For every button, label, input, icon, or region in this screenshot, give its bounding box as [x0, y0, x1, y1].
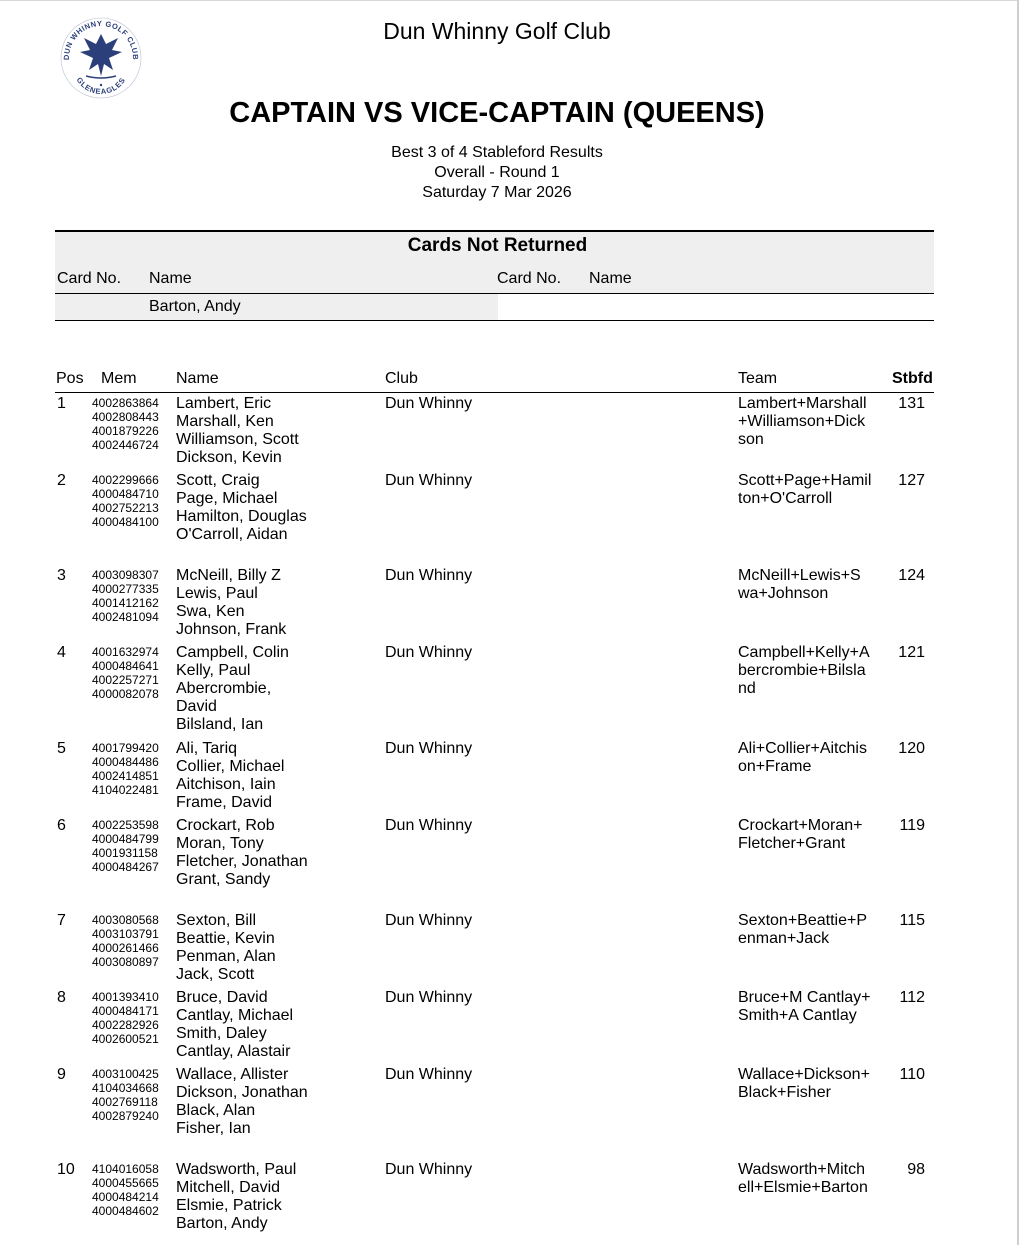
player-name: Lewis, Paul [176, 585, 258, 602]
team-name: Sexton+Beattie+Penman+Jack [738, 912, 867, 947]
player-name: Abercrombie, David [176, 680, 272, 715]
position: 7 [57, 912, 66, 929]
table-row [55, 739, 934, 816]
member-number: 4002414851 [92, 769, 159, 783]
member-number: 4003098307 [92, 568, 159, 582]
member-number: 4000261466 [92, 941, 159, 955]
member-number: 4003080897 [92, 955, 159, 969]
table-row [55, 911, 934, 988]
table-row [55, 1065, 934, 1160]
stableford-score: 119 [899, 817, 925, 834]
player-names [176, 817, 311, 889]
club-name-cell: Dun Whinny [385, 644, 473, 661]
player-name: Elsmie, Patrick [176, 1197, 282, 1214]
position: 3 [57, 567, 66, 584]
team-name: Ali+Collier+Aitchison+Frame [738, 740, 867, 775]
member-number: 4002257271 [92, 673, 159, 687]
player-name: Johnson, Frank [176, 621, 287, 638]
member-number: 4000484641 [92, 659, 159, 673]
player-name: Moran, Tony [176, 835, 264, 852]
member-number: 4000484486 [92, 755, 159, 769]
player-names [176, 1066, 311, 1138]
club-name-cell: Dun Whinny [385, 395, 473, 412]
member-number: 4000484171 [92, 1004, 159, 1018]
player-name: Grant, Sandy [176, 871, 271, 888]
cards-not-returned-header [55, 230, 934, 293]
results-header [55, 370, 934, 393]
player-name: Sexton, Bill [176, 912, 257, 929]
competition-format: Best 3 of 4 Stableford Results [391, 144, 603, 161]
member-number: 4000484710 [92, 487, 159, 501]
page-edge [1017, 0, 1019, 1245]
player-name: Wallace, Allister [176, 1066, 289, 1083]
member-numbers [92, 1162, 168, 1218]
member-numbers [92, 741, 168, 797]
col-card-no: Card No. [57, 270, 122, 287]
table-row [55, 566, 934, 643]
member-number: 4002752213 [92, 501, 159, 515]
club-name-cell: Dun Whinny [385, 989, 473, 1006]
member-number: 4000277335 [92, 582, 159, 596]
player-name: Cantlay, Michael [176, 1007, 294, 1024]
position: 10 [57, 1161, 75, 1178]
member-number: 4001799420 [92, 741, 159, 755]
player-name: Barton, Andy [176, 1215, 268, 1232]
stableford-score: 124 [898, 567, 925, 584]
player-name: Mitchell, David [176, 1179, 281, 1196]
player-name: Frame, David [176, 794, 273, 811]
team-name: McNeill+Lewis+Swa+Johnson [738, 567, 861, 602]
member-numbers [92, 645, 168, 701]
cards-not-returned-section [55, 230, 934, 321]
stableford-score: 98 [907, 1161, 925, 1178]
member-number: 4003080568 [92, 913, 159, 927]
member-number: 4002253598 [92, 818, 159, 832]
team-name: Wallace+Dickson+Black+Fisher [738, 1066, 870, 1101]
player-name: Crockart, Rob [176, 817, 275, 834]
player-name: Wadsworth, Paul [176, 1161, 297, 1178]
player-names [176, 740, 311, 812]
member-number: 4002299666 [92, 473, 159, 487]
col-name: Name [176, 370, 219, 387]
member-number: 4000484100 [92, 515, 159, 529]
member-number: 4002769118 [92, 1095, 158, 1109]
club-name-cell: Dun Whinny [385, 1066, 473, 1083]
player-name: Smith, Daley [176, 1025, 267, 1042]
team-name: Scott+Page+Hamilton+O'Carroll [738, 472, 872, 507]
club-name-cell: Dun Whinny [385, 817, 473, 834]
player-name: Kelly, Paul [176, 662, 251, 679]
player-name: Page, Michael [176, 490, 278, 507]
player-name: Fletcher, Jonathan [176, 853, 308, 870]
col-card-no-2: Card No. [497, 270, 562, 287]
club-name-cell: Dun Whinny [385, 740, 473, 757]
player-name: Marshall, Ken [176, 413, 274, 430]
member-number: 4003100425 [92, 1067, 159, 1081]
player-name: Collier, Michael [176, 758, 285, 775]
member-number: 4000455665 [92, 1176, 159, 1190]
member-number: 4003103791 [92, 927, 159, 941]
member-number: 4001412162 [92, 596, 159, 610]
member-number: 4001879226 [92, 424, 159, 438]
position: 6 [57, 817, 66, 834]
member-number: 4000484267 [92, 860, 159, 874]
player-names [176, 472, 311, 544]
col-name: Name [149, 270, 192, 287]
player-name: Dickson, Jonathan [176, 1084, 308, 1101]
position: 9 [57, 1066, 66, 1083]
stableford-score: 115 [899, 912, 925, 929]
player-name: McNeill, Billy Z [176, 567, 281, 584]
member-number: 4002600521 [92, 1032, 159, 1046]
member-numbers [92, 473, 168, 529]
player-names [176, 395, 311, 467]
col-stbfd: Stbfd [892, 370, 933, 387]
table-row [55, 988, 934, 1065]
member-number: 4002879240 [92, 1109, 159, 1123]
position: 1 [57, 395, 66, 412]
player-name: Lambert, Eric [176, 395, 272, 412]
player-names [176, 1161, 311, 1233]
col-pos: Pos [56, 370, 84, 387]
stableford-score: 110 [899, 1066, 925, 1083]
cards-not-returned-row [55, 294, 934, 321]
member-number: 4000484602 [92, 1204, 159, 1218]
cards-not-returned-title: Cards Not Returned [407, 235, 588, 256]
competition-title: CAPTAIN VS VICE-CAPTAIN (QUEENS) [229, 97, 765, 129]
member-number: 4002481094 [92, 610, 159, 624]
member-number: 4002282926 [92, 1018, 159, 1032]
player-name: Aitchison, Iain [176, 776, 276, 793]
member-numbers [92, 990, 168, 1046]
club-name-cell: Dun Whinny [385, 912, 473, 929]
club-name: Dun Whinny Golf Club [383, 18, 611, 44]
member-number: 4104016058 [92, 1162, 159, 1176]
col-mem: Mem [101, 370, 137, 387]
stableford-score: 112 [899, 989, 925, 1006]
player-names [176, 644, 311, 734]
stableford-score: 121 [898, 644, 925, 661]
col-team: Team [738, 370, 778, 387]
competition-date: Saturday 7 Mar 2026 [422, 184, 572, 201]
player-name: Swa, Ken [176, 603, 245, 620]
player-name: Fisher, Ian [176, 1120, 251, 1137]
player-name: Cantlay, Alastair [176, 1043, 291, 1060]
player-name: Black, Alan [176, 1102, 256, 1119]
player-name: Scott, Craig [176, 472, 260, 489]
stableford-score: 131 [898, 395, 925, 412]
player-name: Ali, Tariq [176, 740, 238, 757]
team-name: Lambert+Marshall+Williamson+Dickson [738, 395, 867, 448]
team-name: Campbell+Kelly+Abercrombie+Bilsland [738, 644, 870, 697]
member-number: 4002808443 [92, 410, 159, 424]
table-row [55, 394, 934, 471]
player-name: Penman, Alan [176, 948, 276, 965]
player-names [176, 989, 311, 1061]
stableford-score: 127 [898, 472, 925, 489]
player-name: Bruce, David [176, 989, 268, 1006]
member-numbers [92, 913, 168, 969]
member-numbers [92, 568, 168, 624]
player-name: O'Carroll, Aidan [176, 526, 288, 543]
position: 8 [57, 989, 66, 1006]
member-number: 4104034668 [92, 1081, 159, 1095]
row-shading [55, 294, 498, 320]
competition-round: Overall - Round 1 [434, 164, 560, 181]
table-row [55, 471, 934, 566]
position: 4 [57, 644, 66, 661]
player-name: Jack, Scott [176, 966, 255, 983]
member-number: 4001393410 [92, 990, 159, 1004]
position: 2 [57, 472, 66, 489]
team-name: Wadsworth+Mitchell+Elsmie+Barton [738, 1161, 868, 1196]
member-number: 4000484214 [92, 1190, 159, 1204]
page-border [0, 0, 1018, 1]
player-name: Beattie, Kevin [176, 930, 275, 947]
player-names [176, 912, 311, 984]
member-number: 4000484799 [92, 832, 159, 846]
member-numbers [92, 396, 168, 452]
club-name-cell: Dun Whinny [385, 1161, 473, 1178]
results-table [55, 394, 934, 1237]
col-club: Club [385, 370, 418, 387]
player-name: Dickson, Kevin [176, 449, 282, 466]
member-number: 4001632974 [92, 645, 159, 659]
club-name-cell: Dun Whinny [385, 567, 473, 584]
player-names [176, 567, 311, 639]
table-row [55, 1160, 934, 1237]
member-numbers [92, 818, 168, 874]
table-row [55, 816, 934, 911]
member-number: 4001931158 [92, 846, 158, 860]
team-name: Crockart+Moran+Fletcher+Grant [738, 817, 863, 852]
position: 5 [57, 740, 66, 757]
col-name-2: Name [589, 270, 632, 287]
logo-location-text: GLENEAGLES [74, 75, 128, 97]
not-returned-name: Barton, Andy [149, 298, 241, 315]
club-name-cell: Dun Whinny [385, 472, 473, 489]
player-name: Williamson, Scott [176, 431, 299, 448]
stableford-score: 120 [898, 740, 925, 757]
member-number: 4002863864 [92, 396, 159, 410]
logo-ring-text: DUN WHINNY GOLF CLUB [61, 18, 141, 61]
player-name: Hamilton, Douglas [176, 508, 307, 525]
table-row [55, 643, 934, 739]
player-name: Bilsland, Ian [176, 716, 264, 733]
member-numbers [92, 1067, 168, 1123]
member-number: 4000082078 [92, 687, 159, 701]
team-name: Bruce+M Cantlay+Smith+A Cantlay [738, 989, 871, 1024]
player-name: Campbell, Colin [176, 644, 289, 661]
member-number: 4104022481 [92, 783, 159, 797]
member-number: 4002446724 [92, 438, 159, 452]
